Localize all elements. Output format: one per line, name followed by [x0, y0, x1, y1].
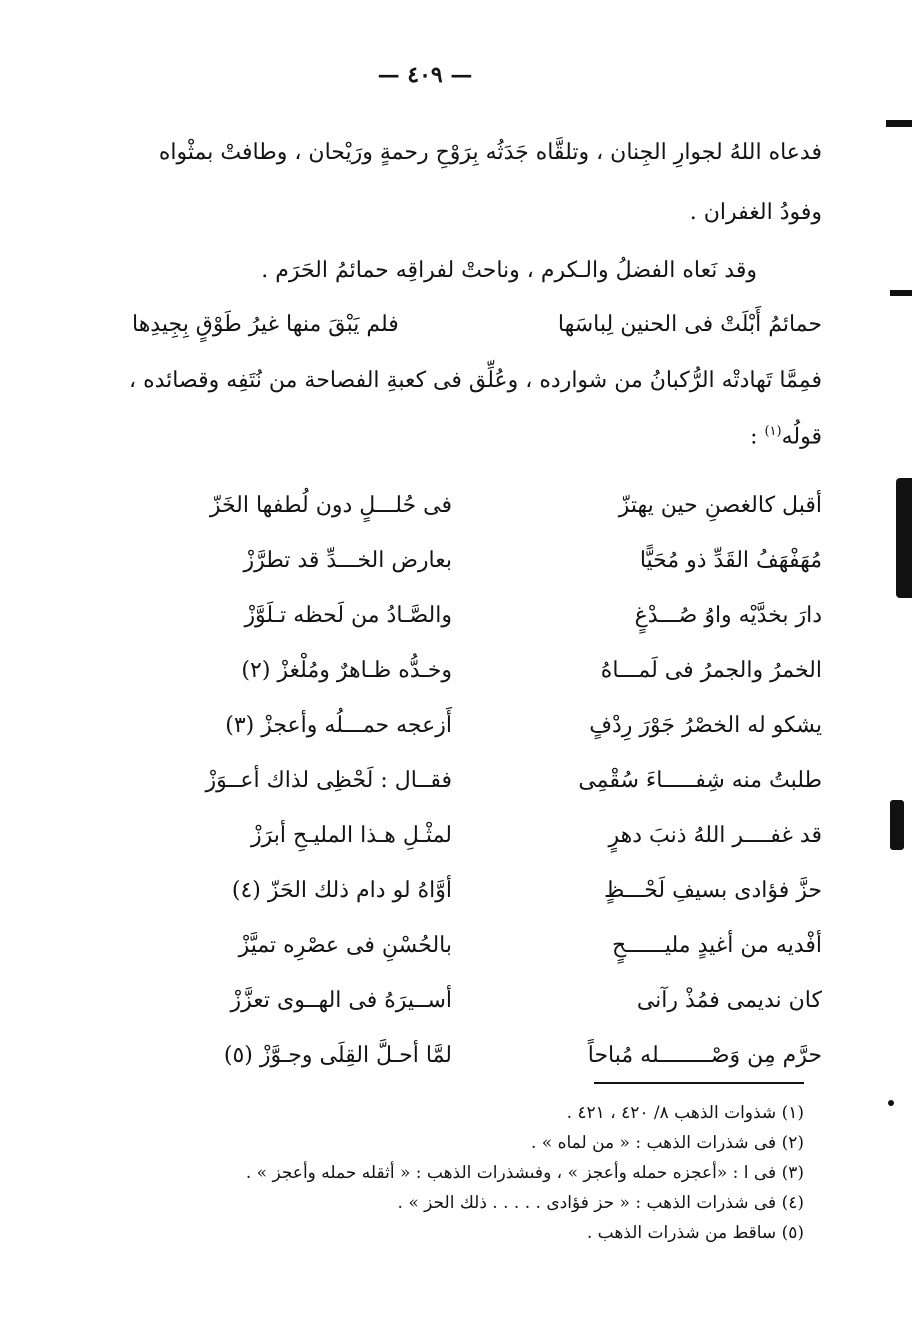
verse-line [132, 863, 822, 918]
prose-line-3: وقد نَعاه الفضلُ والـكرم ، وناحتْ لفراقِه حمائمُ الحَرَم . [261, 258, 757, 283]
verse-line [132, 1028, 822, 1083]
verse-sadr: أقبل كالغصنِ حين يهتزّ [618, 493, 822, 518]
margin-mark [886, 120, 912, 127]
footnote: (١) شذوات الذهب ٨/ ٤٢٠ ، ٤٢١ . [566, 1103, 804, 1123]
verse-ajuz: أوَّاهُ لو دام ذلك الحَزّ (٤) [231, 878, 452, 903]
verse-sadr: الخمرُ والجمرُ فى لَمـــاهُ [600, 658, 822, 683]
margin-mark [890, 800, 904, 850]
verse-ajuz: لمثْـلِ هـذا المليـحِ أبرَزْ [251, 823, 452, 848]
verse-line [132, 698, 822, 753]
verse-line [132, 753, 822, 808]
verse-sadr: دارَ بخدَّيْه واوُ صُـــدْغٍ [634, 603, 822, 628]
verse-ajuz: فقــال : لَحْظِى لذاك أعــوَزْ [205, 768, 452, 793]
intro-verse-sadr: حمائمُ أَبْلَتْ فى الحنين لِباسَها [557, 312, 822, 337]
verse-sadr: كان نديمى فمُذْ رآنى [636, 988, 822, 1013]
verse-line [132, 973, 822, 1028]
footnote: (٣) فى ا : «أعجزه حمله وأعجز » ، وفىشذرات الذهب : « أثقله حمله وأعجز » . [245, 1163, 804, 1183]
verse-sadr: مُهَفْهَفُ القَدِّ ذو مُحَيًّا [639, 548, 822, 573]
verse-line [132, 478, 822, 533]
verse-sadr: قد غفــــر اللهُ ذنبَ دهرٍ [608, 823, 822, 848]
verse-ajuz: بعارض الخـــدِّ قد تطرَّزْ [243, 548, 452, 573]
footnote: (٥) ساقط من شذرات الذهب . [586, 1223, 804, 1243]
verse-line [132, 918, 822, 973]
verse-line [132, 643, 822, 698]
verse-ajuz: والصَّـادُ من لَحظه تـلَوَّزْ [244, 603, 452, 628]
verse-ajuz: لمَّا أحـلَّ القِلَى وجـوَّزْ (٥) [223, 1043, 452, 1068]
margin-mark [896, 478, 912, 598]
verse-ajuz: بالحُسْنِ فى عصْرِه تميَّزْ [238, 933, 452, 958]
verse-line [132, 808, 822, 863]
verse-sadr: أفْديه من أغيدٍ مليــــــحٍ [612, 933, 822, 958]
footnote: (٤) فى شذرات الذهب : « حز فؤادى . . . . . ذلك الحز » . [397, 1193, 804, 1213]
verse-line [132, 588, 822, 643]
verse-ajuz: أَزعجه حمـــلُه وأعجزْ (٣) [225, 713, 452, 738]
margin-mark [890, 290, 912, 296]
intro-verse [132, 312, 822, 338]
footnote-divider [594, 1082, 804, 1084]
prose-line-2: وفودُ الغفران . [689, 200, 822, 225]
verse-sadr: حزَّ فؤادى بسيفِ لَحْـــظٍ [603, 878, 822, 903]
prose-line-5: فمِمَّا تَهادتْه الرُّكبانُ من شوارده ، وعُلِّق فى كعبةِ الفصاحة من نُتَفِه وقصائده ، [129, 368, 822, 393]
margin-dot [888, 1100, 894, 1106]
verse-sadr: طلبتُ منه شِفـــــاءَ سُقْمِى [578, 768, 822, 793]
verse-ajuz: وخـدُّه ظـاهرٌ ومُلْغزْ (٢) [241, 658, 452, 683]
verse-ajuz: فى حُلـــلٍ دون لُطفها الخَزّ [209, 493, 452, 518]
footnotes [246, 1098, 804, 1248]
footnote: (٢) فى شذرات الذهب : « من لماه » . [530, 1133, 804, 1153]
verse-sadr: حرَّم مِن وَصْــــــــله مُباحاً [587, 1043, 822, 1068]
qawluhu-text: قولُه [781, 424, 822, 450]
page-number: — ٤٠٩ — [377, 62, 473, 88]
verse-line [132, 533, 822, 588]
prose-line-1: فدعاه اللهُ لجوارِ الجِنان ، وتلقَّاه جَدَثُه بِرَوْحِ رحمةٍ ورَيْحان ، وطافتْ بمثْواه [158, 140, 822, 165]
footnote-ref-1: (١) [764, 424, 782, 439]
prose-line-6 [750, 424, 822, 451]
verse-ajuz: أســيرَهُ فى الهــوى تعزَّزْ [230, 988, 452, 1013]
verse-sadr: يشكو له الخصْرُ جَوْرَ رِدْفٍ [589, 713, 822, 738]
colon: : [750, 424, 765, 450]
intro-verse-ajuz: فلم يَبْقَ منها غيرُ طَوْقٍ بِجِيدِها [132, 312, 399, 337]
poem [132, 478, 822, 1083]
